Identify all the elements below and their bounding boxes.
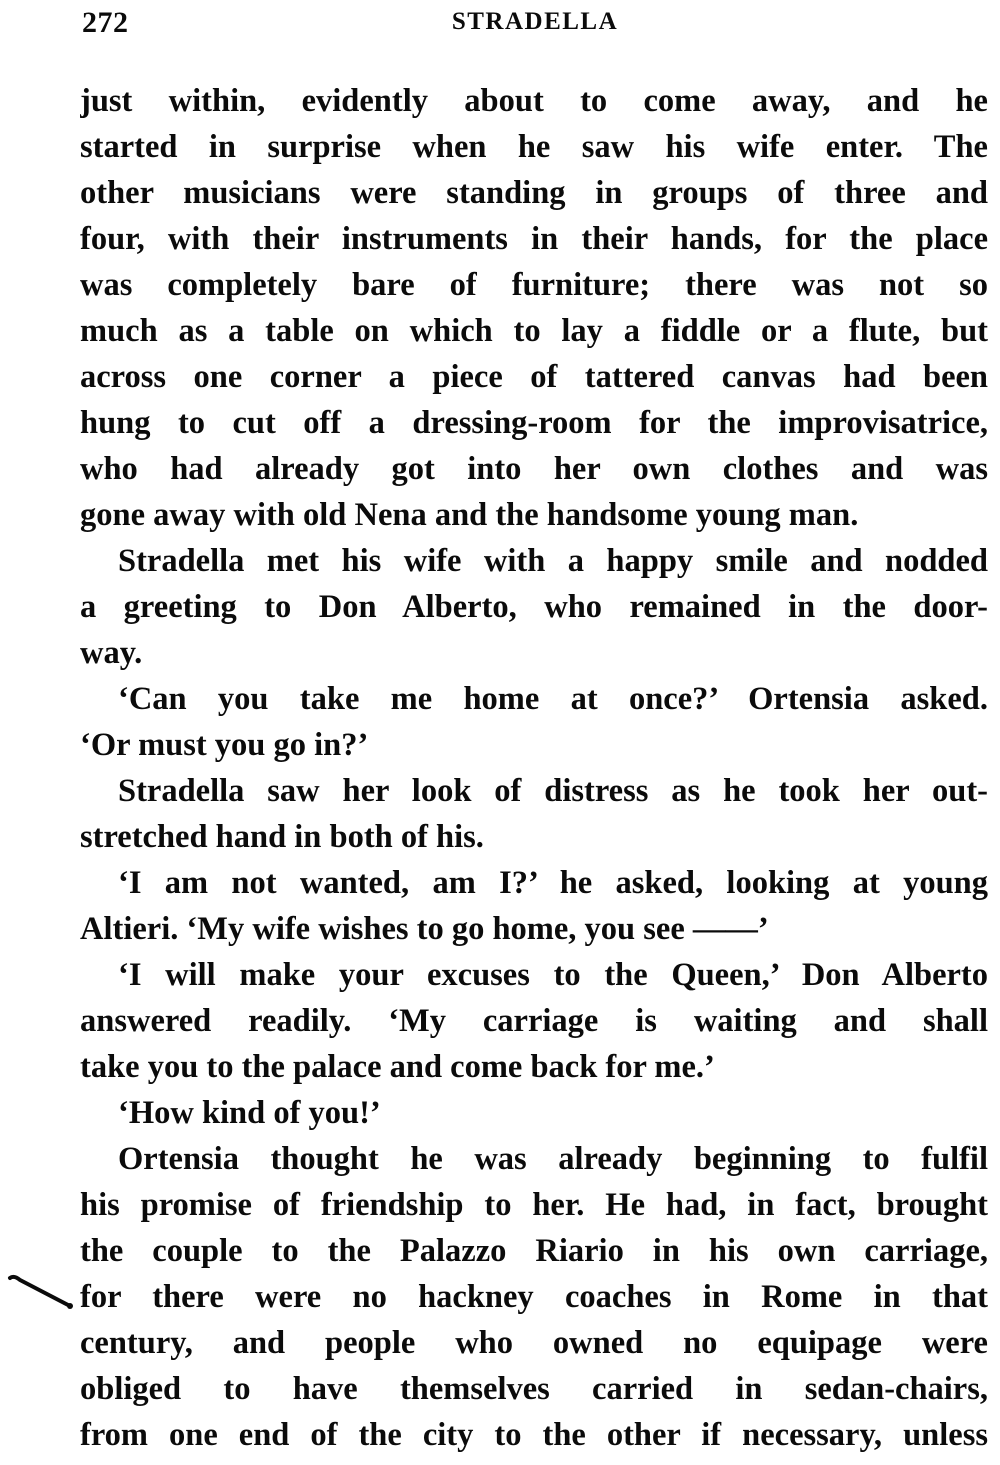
text-line: gone away with old Nena and the handsome young man. [80, 497, 859, 533]
text-line: Stradella met his wife with a happy smile and nodded [118, 543, 988, 579]
text-line: stretched hand in both of his. [80, 819, 484, 855]
text-line: ‘I am not wanted, am I?’ he asked, looking at young [118, 865, 988, 901]
text-line: from one end of the city to the other if necessary, unless [80, 1417, 988, 1453]
text-line: who had already got into her own clothes and was [80, 451, 988, 487]
text-line: Ortensia thought he was already beginning to fulfil [118, 1141, 988, 1177]
text-line: ‘How kind of you!’ [118, 1095, 381, 1131]
text-line: was completely bare of furniture; there was not so [80, 267, 988, 303]
pencil-tick-mark-icon [4, 1270, 76, 1310]
text-line: way. [80, 635, 143, 671]
text-line: take you to the palace and come back for me.’ [80, 1049, 715, 1085]
text-line: century, and people who owned no equipage were [80, 1325, 988, 1361]
text-line: four, with their instruments in their hands, for the place [80, 221, 988, 257]
text-line: hung to cut off a dressing-room for the improvisatrice, [80, 405, 988, 441]
text-line: started in surprise when he saw his wife enter. The [80, 129, 988, 165]
text-line: his promise of friendship to her. He had, in fact, brought [80, 1187, 988, 1223]
body-text [80, 78, 988, 1458]
text-line: Altieri. ‘My wife wishes to go home, you see ——’ [80, 911, 769, 947]
text-line: ‘I will make your excuses to the Queen,’ Don Alberto [118, 957, 988, 993]
text-line: just within, evidently about to come away, and he [80, 83, 988, 119]
text-line: answered readily. ‘My carriage is waiting and shall [80, 1003, 988, 1039]
text-line: ‘Can you take me home at once?’ Ortensia asked. [118, 681, 988, 717]
text-line: for there were no hackney coaches in Rome in that [80, 1279, 988, 1315]
page-number: 272 [82, 6, 129, 39]
running-head: STRADELLA [451, 8, 619, 35]
text-line: across one corner a piece of tattered canvas had been [80, 359, 988, 395]
text-line: other musicians were standing in groups of three and [80, 175, 988, 211]
text-line: Stradella saw her look of distress as he took her out- [118, 773, 988, 809]
text-line: ‘Or must you go in?’ [80, 727, 369, 763]
text-line: obliged to have themselves carried in sedan-chairs, [80, 1371, 988, 1407]
text-line: the couple to the Palazzo Riario in his own carriage, [80, 1233, 988, 1269]
text-line: a greeting to Don Alberto, who remained in the door- [80, 589, 988, 625]
text-line: much as a table on which to lay a fiddle or a flute, but [80, 313, 988, 349]
page-header [82, 6, 988, 46]
